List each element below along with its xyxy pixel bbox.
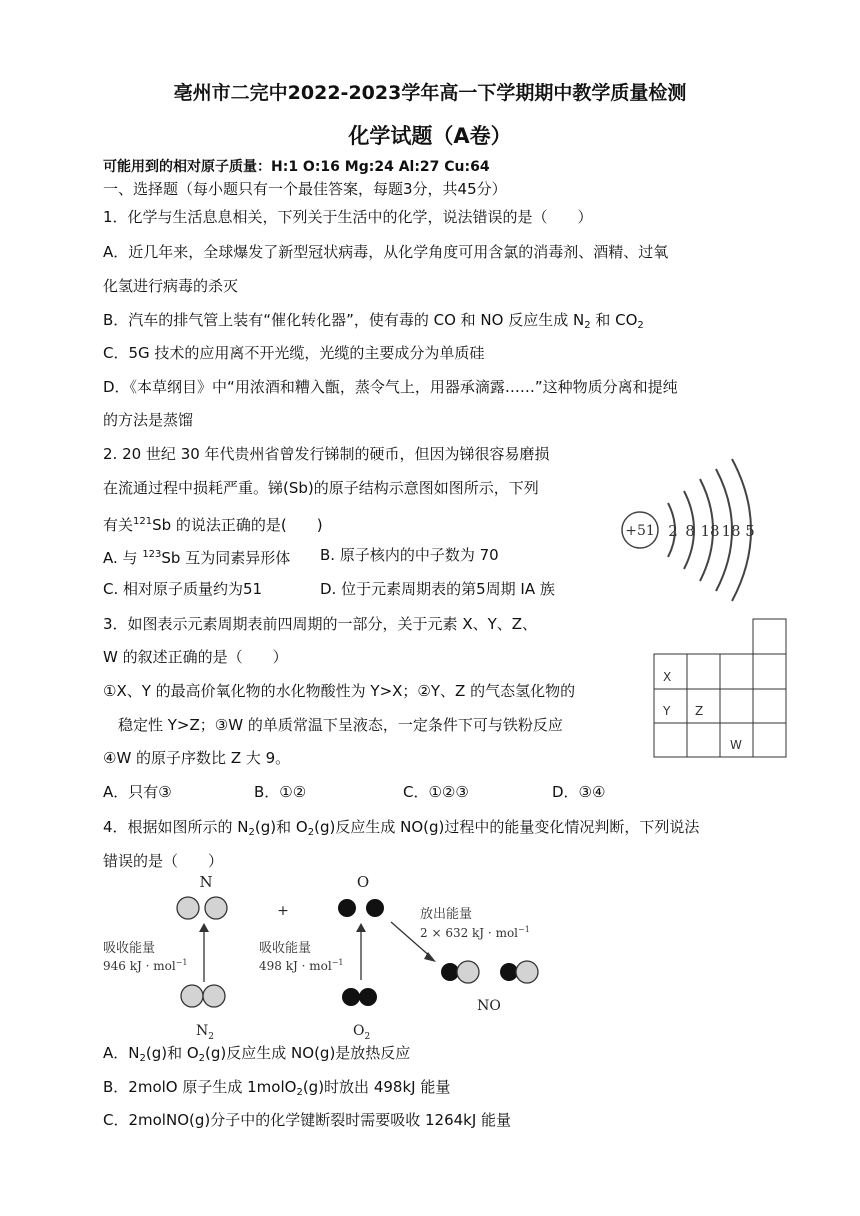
q4-b-text1: B．2molO 原子生成 1molO (103, 1078, 297, 1096)
q1-b-text1: B．汽车的排气管上装有“催化转化器”，使有毒的 CO 和 NO 反应生成 N (103, 311, 585, 329)
absorb-energy-label-2: 吸收能量 (259, 941, 312, 956)
q4-option-b (103, 1077, 450, 1103)
o-atom (366, 899, 384, 917)
q2-line3 (103, 512, 323, 535)
element-w-label: W (730, 738, 742, 752)
q2-mass-number: 121 (133, 516, 153, 527)
o2-molecule-atom (342, 988, 360, 1006)
table-cell-y (654, 689, 687, 723)
n2-molecule-atom (203, 985, 225, 1007)
q4-stem-line2: 错误的是（ ） (103, 852, 224, 870)
shell-count-2: 8 (685, 522, 695, 540)
energy-diagram (95, 870, 555, 1040)
q4-stem-sub2: 2 (307, 827, 315, 838)
q4-a-sub1: 2 (139, 1053, 146, 1064)
table-cell (720, 689, 753, 723)
n2-label: $N_2$ (196, 1023, 214, 1040)
q3-line5: ④W 的原子序数比 Z 大 9。 (103, 749, 291, 767)
q3-option-d: D．③④ (552, 783, 606, 801)
release-energy-value: 2 × 632 kJ · mol$^{-1}$ (420, 925, 530, 940)
table-cell (687, 654, 720, 689)
element-z-label: Z (695, 704, 704, 718)
o-atom-label: O (356, 873, 370, 891)
q2-line3-post: Sb 的说法正确的是( ) (152, 516, 323, 534)
q4-b-text2: (g)时放出 498kJ 能量 (302, 1078, 451, 1096)
q1-b-sub1: 2 (584, 320, 591, 331)
o-atom (338, 899, 356, 917)
no-label: NO (477, 998, 501, 1014)
table-cell (687, 723, 720, 757)
o2-label: $O_2$ (353, 1023, 371, 1040)
q2-a-post: Sb 互为同素异形体 (161, 549, 291, 567)
no-molecule-n (516, 961, 538, 983)
q3-line3: ①X、Y 的最高价氧化物的水化物酸性为 Y>X；②Y、Z 的气态氢化物的 (103, 682, 576, 700)
q2-option-d: D. 位于元素周期表的第5周期 IA 族 (320, 580, 555, 598)
nucleus-charge: +51 (625, 523, 655, 539)
q4-stem-text1: 4．根据如图所示的 N (103, 818, 249, 836)
q1-option-d-line2: 的方法是蒸馏 (103, 411, 194, 429)
n-atom (177, 897, 199, 919)
q4-option-a (103, 1043, 410, 1069)
shell-count-1: 2 (668, 522, 678, 540)
q4-a-text1: A．N (103, 1044, 140, 1062)
exam-title: 亳州市二完中2022-2023学年高一下学期期中教学质量检测 (173, 82, 687, 104)
q1-option-a-line2: 化氢进行病毒的杀灭 (103, 277, 239, 295)
q4-stem-sub1: 2 (248, 827, 255, 838)
absorb-energy-value-2: 498 kJ · mol$^{-1}$ (259, 958, 344, 973)
q2-option-c: C. 相对原子质量约为51 (103, 580, 263, 598)
shell-count-4: 18 (721, 522, 741, 540)
no-molecule-o (500, 963, 518, 981)
q1-option-a-line1: A．近几年来，全球爆发了新型冠状病毒，从化学角度可用含氯的消毒剂、酒精、过氧 (103, 243, 669, 261)
q3-line1: 3．如图表示元素周期表前四周期的一部分，关于元素 X、Y、Z、 (103, 615, 538, 633)
table-cell-z (687, 689, 720, 723)
q4-option-c: C．2molNO(g)分子中的化学键断裂时需要吸收 1264kJ 能量 (103, 1111, 512, 1129)
shell-count-3: 18 (700, 522, 720, 540)
q1-stem: 1．化学与生活息息相关，下列关于生活中的化学，说法错误的是（ ） (103, 208, 593, 226)
o2-molecule-atom (359, 988, 377, 1006)
element-y-label: Y (663, 704, 671, 718)
q4-stem-text3: (g)反应生成 NO(g)过程中的能量变化情况判断，下列说法 (314, 818, 700, 836)
table-cell (720, 654, 753, 689)
periodic-table-fragment (653, 617, 789, 759)
exam-subtitle: 化学试题（A卷） (348, 124, 512, 148)
table-cell (654, 723, 687, 757)
q3-line4: 稳定性 Y>Z；③W 的单质常温下呈液态，一定条件下可与铁粉反应 (103, 716, 563, 734)
absorb-energy-value-1: 946 kJ · mol$^{-1}$ (103, 958, 188, 973)
q3-option-c: C．①②③ (403, 783, 469, 801)
q4-stem-text2: (g)和 O (254, 818, 308, 836)
table-cell (753, 689, 786, 723)
q4-a-text3: (g)反应生成 NO(g)是放热反应 (205, 1044, 411, 1062)
arrowhead-icon (199, 923, 209, 932)
table-cell-top (753, 619, 786, 654)
q1-b-text2: 和 CO (590, 311, 638, 329)
shell-count-5: 5 (745, 522, 755, 540)
no-molecule-n (457, 961, 479, 983)
n2-molecule-atom (181, 985, 203, 1007)
arrowhead-icon (424, 952, 436, 962)
release-energy-label: 放出能量 (420, 907, 473, 922)
q3-option-b: B．①② (254, 783, 307, 801)
q4-b-sub: 2 (296, 1087, 303, 1098)
q2-a-pre: A. 与 (103, 549, 143, 567)
arrowhead-icon (356, 923, 366, 932)
q2-line2: 在流通过程中损耗严重。锑(Sb)的原子结构示意图如图所示，下列 (103, 479, 539, 497)
q3-line2: W 的叙述正确的是（ ） (103, 648, 288, 666)
q1-b-sub2: 2 (637, 320, 644, 331)
q2-option-b: B. 原子核内的中子数为 70 (320, 546, 499, 564)
q1-option-b (103, 310, 644, 336)
q2-line1: 2. 20 世纪 30 年代贵州省曾发行锑制的硬币，但因为锑很容易磨损 (103, 445, 550, 463)
q2-option-a (103, 545, 290, 568)
q4-a-text2: (g)和 O (145, 1044, 199, 1062)
atomic-masses: 可能用到的相对原子质量：H:1 O:16 Mg:24 Al:27 Cu:64 (103, 159, 490, 175)
no-molecule-o (441, 963, 459, 981)
table-cell (753, 654, 786, 689)
n-atom (205, 897, 227, 919)
q1-option-d-line1: D．《本草纲目》中“用浓酒和糟入甑，蒸令气上，用器承滴露……”这种物质分离和提纯 (103, 378, 678, 396)
n-atom-label: N (199, 873, 213, 891)
element-x-label: X (663, 670, 672, 684)
q4-stem-line1 (103, 817, 699, 843)
q4-a-sub2: 2 (198, 1053, 206, 1064)
sb-atom-diagram (610, 455, 770, 605)
section-one-heading: 一、选择题（每小题只有一个最佳答案，每题3分，共45分） (103, 180, 507, 198)
table-cell (753, 723, 786, 757)
plus-sign: + (277, 903, 289, 919)
absorb-energy-label-1: 吸收能量 (103, 941, 156, 956)
q2-a-mass-number: 123 (142, 549, 162, 560)
q2-line3-pre: 有关 (103, 516, 134, 534)
q1-option-c: C．5G 技术的应用离不开光缆，光缆的主要成分为单质硅 (103, 344, 485, 362)
q3-option-a: A．只有③ (103, 783, 172, 801)
